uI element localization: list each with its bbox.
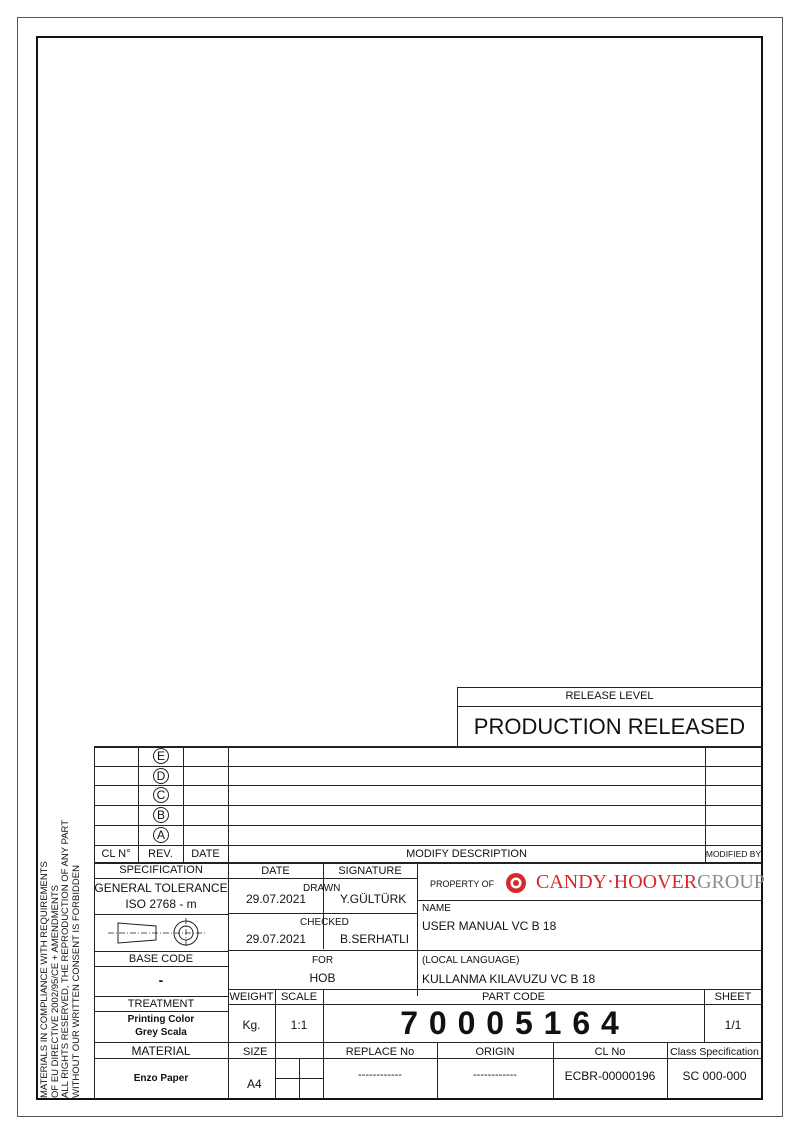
drawn-label: DRAWN: [303, 883, 341, 894]
release-level-label: RELEASE LEVEL: [565, 690, 654, 702]
spec-line-5: [94, 996, 228, 997]
drawn-by: Y.GÜLTÜRK: [340, 892, 407, 906]
size-label: SIZE: [243, 1046, 268, 1058]
name-value: USER MANUAL VC B 18: [422, 919, 557, 933]
property-of-label: PROPERTY OF: [430, 879, 495, 889]
approval-row-line-2: [228, 950, 762, 951]
rev-line-5: [94, 845, 762, 846]
cl-no-value: ECBR-00000196: [564, 1069, 656, 1083]
material-label: MATERIAL: [131, 1044, 191, 1058]
weight-value: Kg.: [242, 1018, 261, 1032]
company-name-main: CANDY·HOOVER: [536, 871, 698, 893]
scale-label: SCALE: [280, 991, 318, 1003]
for-value: HOB: [309, 971, 336, 985]
release-mid-line: [457, 706, 762, 707]
header-modify-description: MODIFY DESCRIPTION: [406, 848, 527, 860]
class-spec-value: SC 000-000: [682, 1069, 747, 1083]
approval-divider-top: [323, 862, 324, 949]
rev-col-line-2: [183, 746, 184, 862]
weight-scale-divider: [275, 989, 276, 1098]
rev-line-3: [94, 805, 762, 806]
approval-signature-label: SIGNATURE: [338, 865, 402, 877]
specification-label: SPECIFICATION: [119, 864, 203, 876]
base-code-label: BASE CODE: [128, 953, 194, 965]
sheet-value: 1/1: [724, 1018, 742, 1032]
company-logo-icon: [505, 872, 527, 894]
weight-label: WEIGHT: [229, 991, 274, 1003]
origin-label: ORIGIN: [475, 1046, 515, 1058]
origin-value: ------------: [473, 1069, 517, 1081]
replace-value: ------------: [358, 1069, 402, 1081]
part-header-top-line: [228, 989, 762, 990]
treatment-label: TREATMENT: [127, 998, 195, 1010]
base-code-value: -: [158, 972, 164, 988]
release-level-value: PRODUCTION RELEASED: [473, 714, 746, 739]
side-note-line-3: ALL RIGHTS RESERVED, THE REPRODUCTION OF ANY PART: [60, 819, 71, 1098]
spec-line-7: [94, 1042, 228, 1043]
rev-line-4: [94, 825, 762, 826]
size-value: A4: [247, 1077, 262, 1091]
release-top-line: [457, 687, 762, 688]
size-sub-line: [275, 1078, 323, 1079]
header-rev: REV.: [148, 848, 173, 860]
spec-line-4: [94, 966, 228, 967]
spec-line-6: [94, 1011, 228, 1012]
approval-right-line: [417, 862, 418, 996]
company-name-group: GROUP: [697, 871, 765, 893]
company-name-line: [417, 900, 762, 901]
side-note-line-1: MATERIALS IN COMPLIANCE WITH REQUIREMENTS: [39, 861, 50, 1098]
treatment-line-2: Grey Scala: [135, 1027, 187, 1038]
spec-line-2: [94, 914, 228, 915]
part-code-label: PART CODE: [482, 991, 545, 1003]
local-language-value: KULLANMA KILAVUZU VC B 18: [422, 972, 596, 986]
title-block-top-line: [94, 746, 762, 748]
name-label: NAME: [422, 903, 451, 914]
rev-line-1: [94, 766, 762, 767]
projection-symbol-icon: [108, 918, 208, 948]
side-note-line-4: WITHOUT OUR WRITTEN CONSENT IS FORBIDDEN: [70, 865, 82, 1098]
footer-header-bottom-line: [228, 1058, 762, 1059]
rev-col-line-1: [138, 746, 139, 862]
approval-date-label: DATE: [261, 865, 290, 877]
side-note-line-2: OF EU DIRECTIVE 2002/95/CE + AMENDMENTS: [49, 884, 61, 1098]
treatment-line-1: Printing Color: [127, 1014, 195, 1025]
material-value: Enzo Paper: [133, 1073, 189, 1084]
revision-letter-c: C: [153, 787, 169, 803]
scale-code-divider: [323, 989, 324, 1098]
cl-no-label: CL No: [594, 1046, 626, 1058]
approval-row-line-1: [228, 913, 417, 914]
spec-line-3: [94, 951, 228, 952]
checked-by: B.SERHATLI: [340, 932, 410, 946]
revision-letter-d: D: [153, 768, 169, 784]
header-date: DATE: [191, 848, 220, 860]
rev-col-line-4: [705, 746, 706, 862]
local-language-label: (LOCAL LANGUAGE): [422, 955, 520, 966]
replace-label: REPLACE No: [345, 1046, 415, 1058]
checked-label: CHECKED: [300, 917, 349, 928]
scale-value: 1:1: [290, 1018, 308, 1032]
header-cl-no: CL N°: [101, 848, 131, 860]
general-tolerance-value: ISO 2768 - m: [125, 897, 197, 911]
company-logo-text: [536, 872, 765, 892]
class-spec-label: Class Specification: [670, 1046, 759, 1058]
side-legal-note: [39, 819, 82, 1098]
revision-letter-a: A: [153, 827, 169, 843]
rev-line-2: [94, 785, 762, 786]
for-label: FOR: [311, 955, 334, 966]
drawn-date: 29.07.2021: [246, 892, 307, 906]
spec-line-8: [94, 1058, 228, 1059]
general-tolerance-label: GENERAL TOLERANCE: [94, 881, 228, 895]
spec-line-1: [94, 878, 228, 879]
revision-letter-b: B: [153, 807, 169, 823]
header-modified-by: MODIFIED BY: [705, 849, 762, 859]
footer-header-top-line: [228, 1042, 762, 1043]
revision-letter-e: E: [153, 748, 169, 764]
sheet-label: SHEET: [714, 991, 752, 1003]
checked-date: 29.07.2021: [246, 932, 307, 946]
part-code-value: 7 0 0 0 5 1 6 4: [400, 1005, 620, 1041]
main-divider-line: [228, 746, 229, 1098]
